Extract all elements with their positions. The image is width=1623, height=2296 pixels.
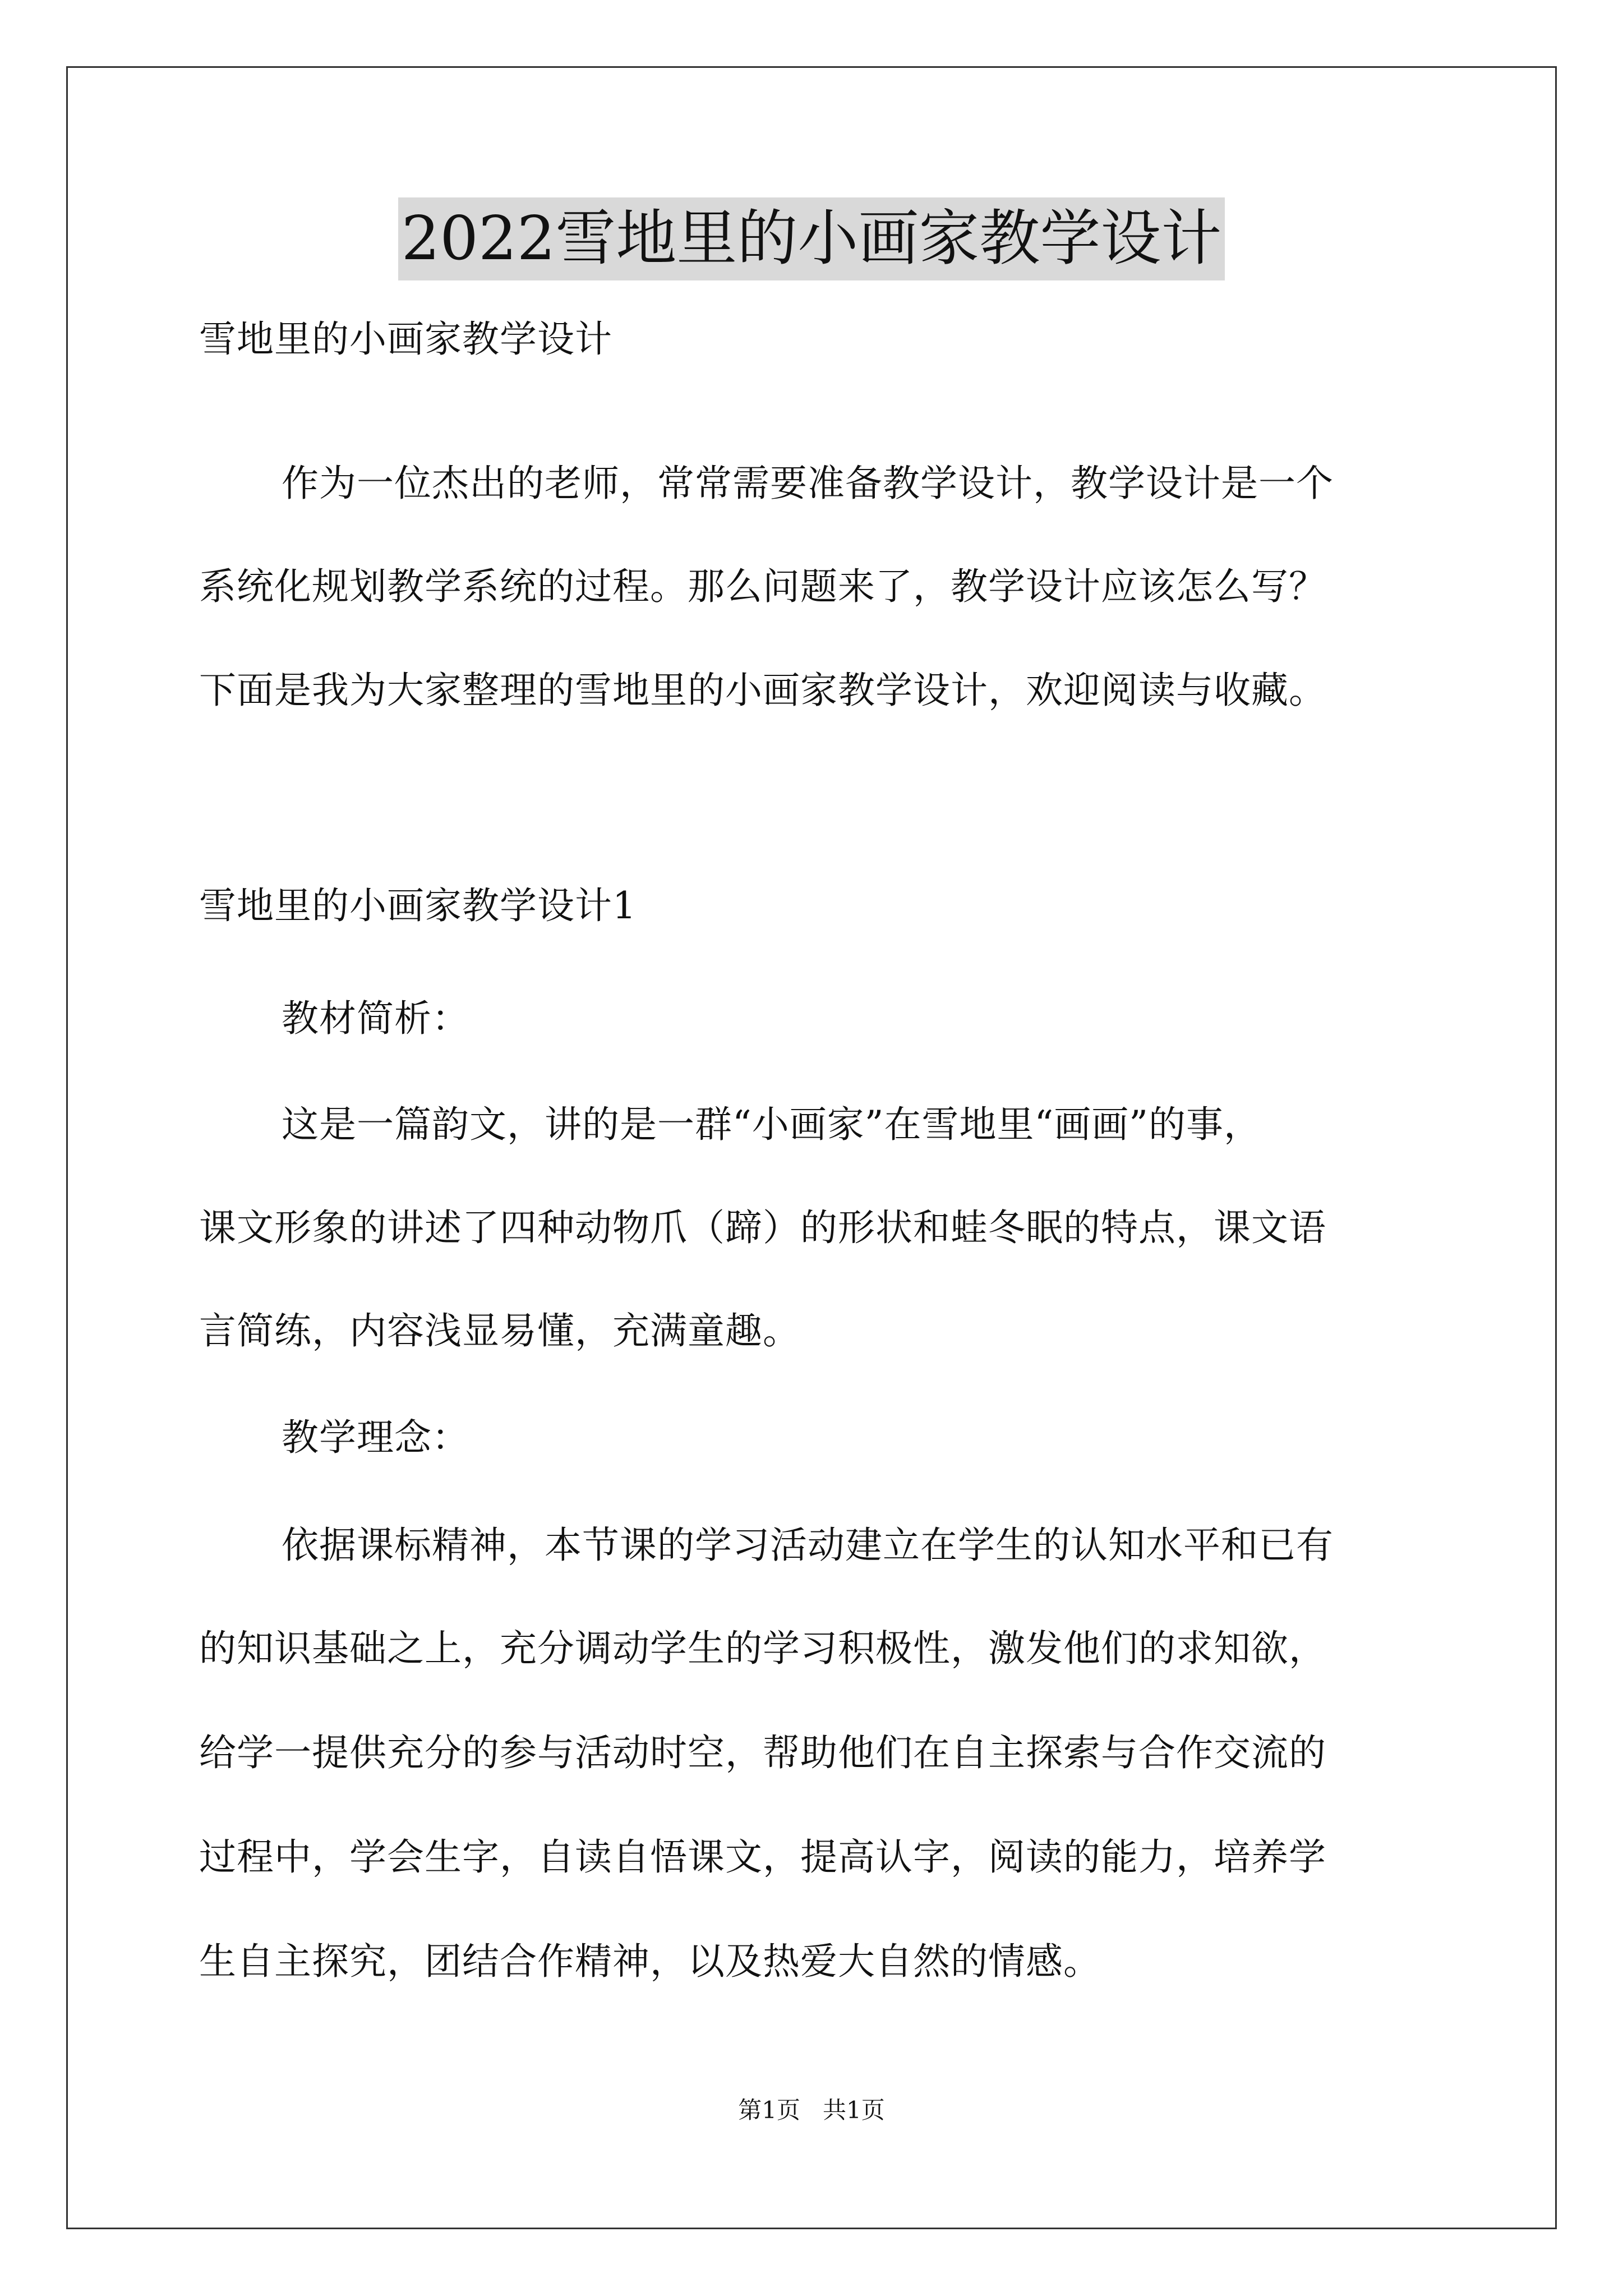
paragraph-line: 的知识基础之上，充分调动学生的学习积极性，激发他们的求知欲，	[199, 1627, 1326, 1670]
document-title: 2022雪地里的小画家教学设计	[398, 197, 1225, 280]
paragraph-line: 过程中，学会生字，自读自悟课文，提高认字，阅读的能力，培养学	[199, 1835, 1326, 1879]
paragraph-line: 课文形象的讲述了四种动物爪（蹄）的形状和蛙冬眠的特点，课文语	[199, 1206, 1326, 1249]
intro-paragraph-line: 系统化规划教学系统的过程。那么问题来了，教学设计应该怎么写？	[199, 565, 1326, 608]
paragraph-line: 言简练，内容浅显易懂，充满童趣。	[199, 1309, 800, 1352]
subheading-teaching-philosophy: 教学理念：	[282, 1416, 469, 1459]
document-title-container	[0, 197, 1623, 280]
paragraph-line: 这是一篇韵文，讲的是一群“小画家”在雪地里“画画”的事，	[282, 1103, 1261, 1146]
paragraph-line: 生自主探究，团结合作精神，以及热爱大自然的情感。	[199, 1940, 1101, 1983]
section-heading: 雪地里的小画家教学设计1	[199, 884, 637, 927]
paragraph-line: 依据课标精神，本节课的学习活动建立在学生的认知水平和已有	[282, 1524, 1334, 1567]
intro-paragraph-line: 下面是我为大家整理的雪地里的小画家教学设计，欢迎阅读与收藏。	[199, 669, 1326, 712]
paragraph-line: 给学一提供充分的参与活动时空，帮助他们在自主探索与合作交流的	[199, 1731, 1326, 1774]
subheading-textbook-analysis: 教材简析：	[282, 997, 469, 1040]
intro-paragraph-line: 作为一位杰出的老师，常常需要准备教学设计，教学设计是一个	[282, 462, 1334, 505]
intro-heading: 雪地里的小画家教学设计	[199, 318, 612, 361]
page-footer: 第1页 共1页	[738, 2096, 885, 2124]
